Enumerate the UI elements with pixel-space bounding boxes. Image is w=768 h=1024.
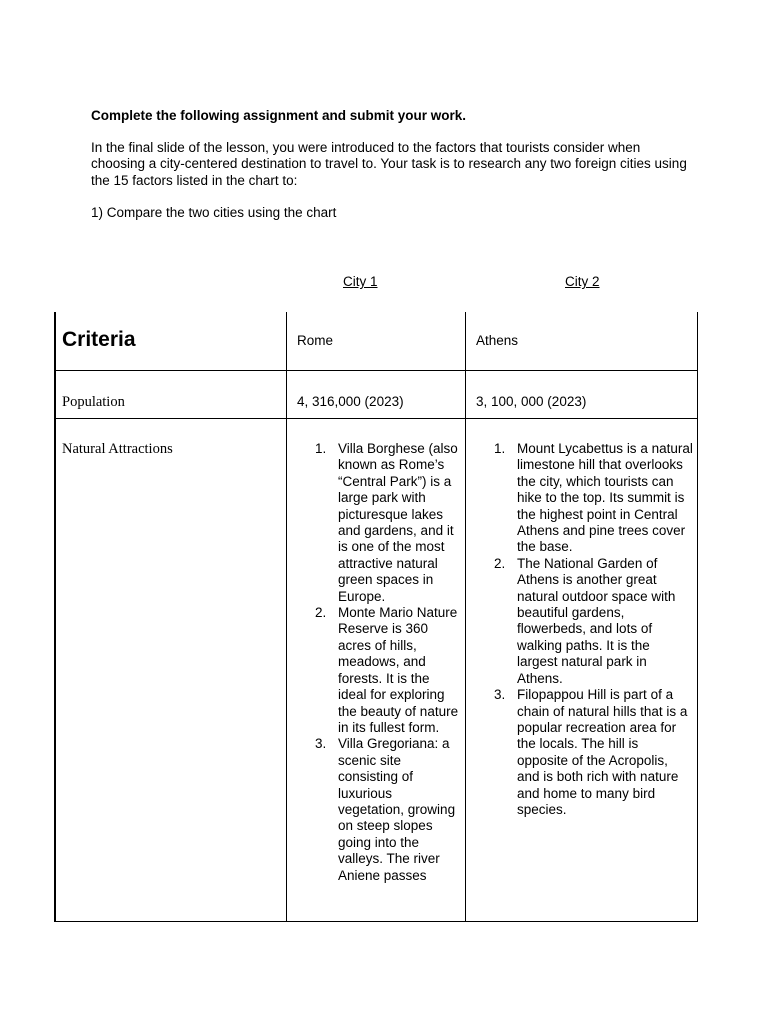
list-number: 1. — [315, 441, 327, 456]
city2-population: 3, 100, 000 (2023) — [476, 394, 587, 409]
task-instruction: 1) Compare the two cities using the chart — [91, 205, 337, 220]
table-border-left — [54, 312, 56, 922]
table-divider-col1 — [286, 312, 287, 922]
list-item — [315, 441, 460, 605]
list-item — [315, 736, 460, 884]
list-item-text: Mount Lycabettus is a natural limestone hill that overlooks the city, which tourists can hike to the top. Its summit is the highest point in Central Athens and pine trees cover the base. — [517, 441, 693, 555]
intro-paragraph: In the final slide of the lesson, you were introduced to the factors that tourists consider when choosing a city-centered destination to travel to. Your task is to research any two foreign cities using the 15 factors listed in the chart to: — [91, 140, 687, 188]
list-item — [494, 555, 693, 687]
list-item-text: Monte Mario Nature Reserve is 360 acres of hills, meadows, and forests. It is the ideal for exploring the beauty of nature in its fullest form. — [338, 605, 459, 735]
table-divider-col2 — [465, 312, 466, 922]
city2-natural-attractions-list — [494, 441, 693, 818]
list-item — [494, 687, 693, 818]
list-number: 2. — [494, 555, 506, 571]
city1-column-heading: City 1 — [343, 274, 378, 289]
table-row-divider — [54, 418, 698, 419]
city1-population: 4, 316,000 (2023) — [297, 394, 404, 409]
table-border-right — [697, 312, 698, 922]
list-item — [494, 441, 693, 556]
list-item-text: Filopappou Hill is part of a chain of natural hills that is a popular recreation area for the locals. The hill is opposite of the Acropolis, and is both rich with nature and home to many bird species. — [517, 687, 688, 817]
population-label: Population — [62, 394, 125, 410]
list-number: 3. — [494, 687, 506, 703]
list-number: 3. — [315, 736, 327, 752]
list-item-text: Villa Borghese (also known as Rome’s “Central Park”) is a large park with picturesque lakes and gardens, and it is one of the most attractive natural green spaces in Europe. — [338, 441, 458, 604]
city2-name: Athens — [476, 333, 519, 348]
list-item-text: Villa Gregoriana: a scenic site consisting of luxurious vegetation, growing on steep slopes going into the valleys. The river Aniene passes — [338, 736, 456, 883]
table-row-divider — [54, 370, 698, 371]
list-item — [315, 605, 460, 736]
city2-column-heading: City 2 — [565, 274, 600, 289]
city1-name: Rome — [297, 333, 334, 348]
natural-attractions-label: Natural Attractions — [62, 441, 173, 457]
city1-natural-attractions-list — [315, 441, 460, 884]
table-border-bottom — [54, 921, 698, 922]
list-number: 1. — [494, 441, 506, 456]
list-item-text: The National Garden of Athens is another great natural outdoor space with beautiful gardens, flowerbeds, and lots of walking paths. It is the largest natural park in Athens. — [517, 555, 676, 686]
criteria-header: Criteria — [62, 328, 136, 351]
assignment-heading: Complete the following assignment and submit your work. — [91, 108, 467, 123]
list-number: 2. — [315, 605, 327, 621]
